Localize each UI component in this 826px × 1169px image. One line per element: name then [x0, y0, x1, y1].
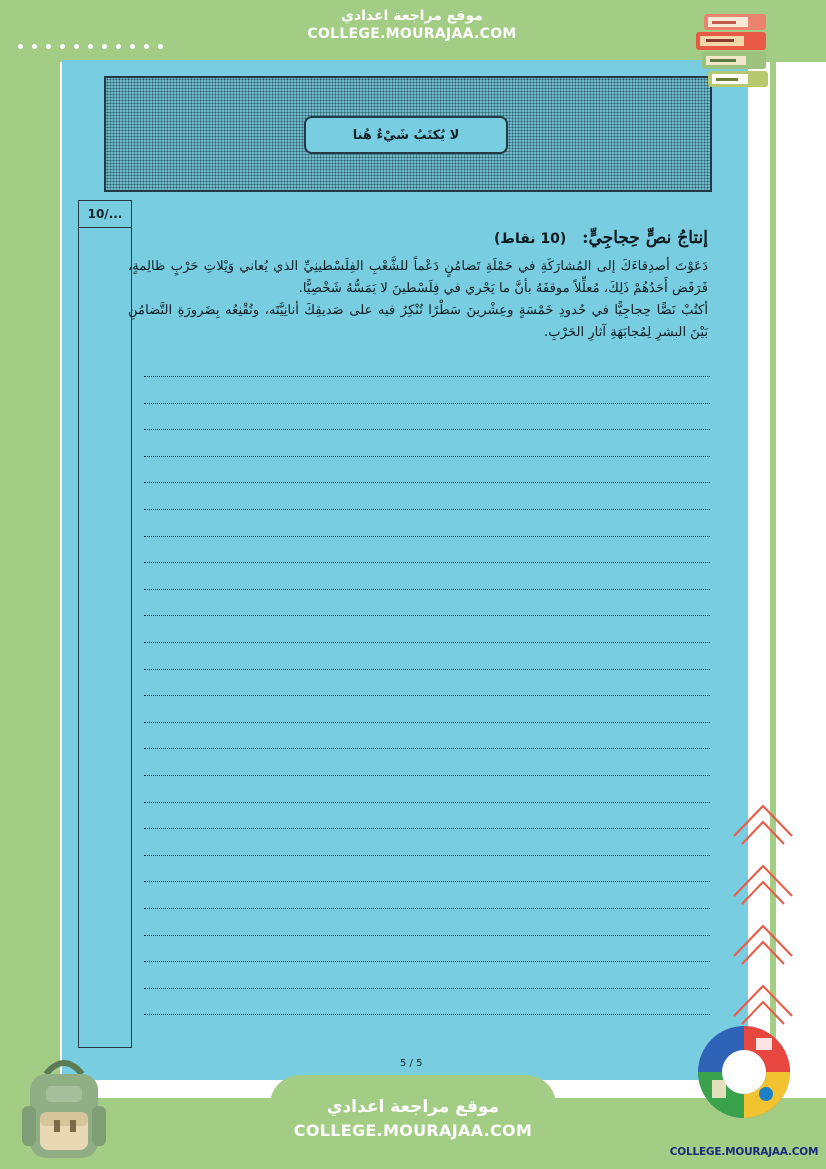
- answer-line[interactable]: [144, 775, 710, 776]
- page-number: 5 / 5: [400, 1058, 423, 1069]
- question-points: (10 نقاط): [494, 231, 567, 247]
- answer-line[interactable]: [144, 908, 710, 909]
- question-context: دَعَوْتَ أصدِقاءَكَ إلى المُشارَكَةِ في حَمْلَةِ تَضامُنٍ دَعْماً للشَّعْبِ الفِلَسْطينِيِّ الذي يُعاني وَيْلاتِ حَرْبٍ ظالِمةٍ، فَرَفَض أَحَدُهُمْ ذَلِكَ، مُعلِّلاً موقفَهُ بأنَّ ما يَجْري في فِلَسْطينَ لا يَمَسُّهُ شَخْصِيًّا.: [128, 259, 708, 296]
- score-box: 10/...: [79, 201, 131, 228]
- exam-page: [62, 60, 748, 1080]
- answer-line[interactable]: [144, 988, 710, 989]
- score-column: [78, 200, 132, 1048]
- question-instruction: أكتُبْ نَصًّا حِجاجِيًّا في حُدودِ خَمْسَةٍ وعِشْرينَ سَطْرًا تُنْكِرُ فيه على صَديقِكَ أنانِيَّتَه، وتُقْنِعُه بِضَرورَةِ التَّضامُنِ بَيْنَ البشرِ لِمُجابَهَةِ آثارِ الحَرْبِ.: [128, 303, 708, 340]
- answer-line[interactable]: [144, 961, 710, 962]
- answer-line[interactable]: [144, 855, 710, 856]
- site-header-tab[interactable]: [290, 0, 534, 62]
- answer-line[interactable]: [144, 589, 710, 590]
- question-title: إنتاجُ نصٍّ حِجاجِيٍّ:: [582, 228, 708, 248]
- footer-title-arabic: موقع مراجعة اعدادي: [326, 1097, 500, 1117]
- books-stack-icon: [690, 8, 786, 94]
- site-url[interactable]: COLLEGE.MOURAJAA.COM: [307, 26, 517, 42]
- answer-line[interactable]: [144, 722, 710, 723]
- chevron-up-icon: [728, 792, 798, 1032]
- answer-line[interactable]: [144, 1014, 710, 1015]
- answer-line[interactable]: [144, 403, 710, 404]
- site-footer-tab[interactable]: [270, 1075, 556, 1169]
- site-title-arabic: موقع مراجعة اعدادي: [341, 8, 483, 24]
- site-logo-icon: [694, 1022, 794, 1122]
- answer-line[interactable]: [144, 802, 710, 803]
- school-bag-icon: [16, 1056, 112, 1164]
- answer-line[interactable]: [144, 509, 710, 510]
- footer-url[interactable]: COLLEGE.MOURAJAA.COM: [293, 1121, 533, 1140]
- question-body: [128, 256, 708, 344]
- no-write-label: لا يُكتَبُ شَيْءٌ هُنا: [304, 116, 508, 154]
- question-heading: [494, 228, 708, 248]
- frame-left: [0, 0, 60, 1169]
- answer-line[interactable]: [144, 482, 710, 483]
- answer-line[interactable]: [144, 376, 710, 377]
- answer-line[interactable]: [144, 935, 710, 936]
- answer-line[interactable]: [144, 828, 710, 829]
- answer-line[interactable]: [144, 642, 710, 643]
- decorative-dots: [18, 44, 168, 52]
- answer-line[interactable]: [144, 615, 710, 616]
- answer-line[interactable]: [144, 881, 710, 882]
- answer-line[interactable]: [144, 536, 710, 537]
- answer-line[interactable]: [144, 669, 710, 670]
- answer-line[interactable]: [144, 429, 710, 430]
- answer-line[interactable]: [144, 748, 710, 749]
- answer-line[interactable]: [144, 562, 710, 563]
- logo-url[interactable]: COLLEGE.MOURAJAA.COM: [669, 1146, 819, 1158]
- answer-line[interactable]: [144, 456, 710, 457]
- answer-line[interactable]: [144, 695, 710, 696]
